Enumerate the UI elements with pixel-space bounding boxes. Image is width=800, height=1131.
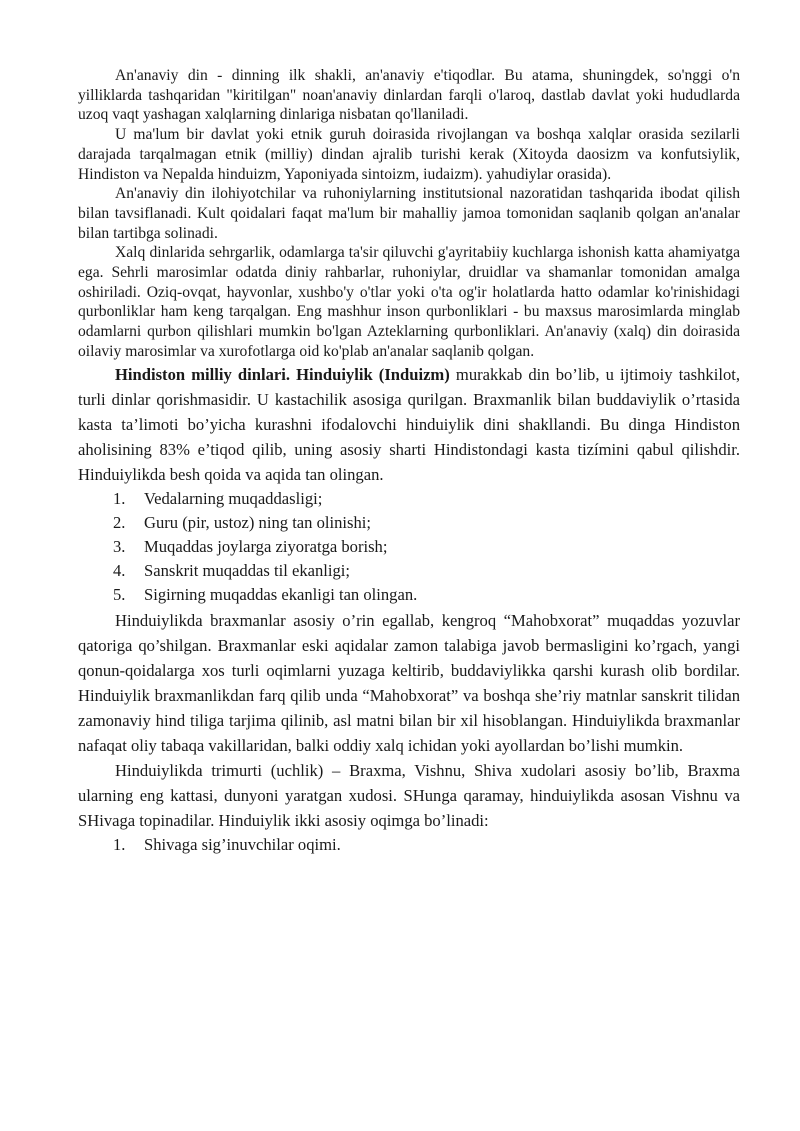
list-item	[78, 583, 740, 607]
list-text: Muqaddas joylarga ziyoratga borish;	[144, 536, 388, 556]
paragraph-worship-outside-institutions: An'anaviy din ilohiyotchilar va ruhoniylarning institutsional nazoratidan tashqarida ibodat qilish bilan tavsiflanadi. Kult qoidalari faqat ma'lum bir mahalliy jamoa tomonidan saqlanib qolgan an'analar bilan tartibga solinadi.	[78, 185, 740, 242]
paragraph-trimurti: Hinduiylikda trimurti (uchlik) – Braxma, Vishnu, Shiva xudolari asosiy bo’lib, Braxma ularning eng kattasi, dunyoni yaratgan xudosi. SHunga qaramay, hinduiylikda asosan Vishnu va SHivaga topinadilar. Hinduiylik ikki asosiy oqimga bo’linadi:	[78, 760, 740, 830]
list-item	[78, 559, 740, 583]
list-number: 3.	[113, 536, 126, 556]
hindu-currents-list	[78, 833, 740, 857]
document-page	[78, 66, 740, 857]
list-item	[78, 487, 740, 511]
list-item	[78, 535, 740, 559]
section-heading: Hindiston milliy dinlari. Hinduiylik (Induizm)	[115, 364, 450, 384]
list-item	[78, 511, 740, 535]
list-number: 2.	[113, 512, 126, 532]
list-text: Guru (pir, ustoz) ning tan olinishi;	[144, 512, 372, 532]
paragraph-traditional-religion: An'anaviy din - dinning ilk shakli, an'anaviy e'tiqodlar. Bu atama, shuningdek, so'nggi o'n yilliklarda tashqaridan "kiritilgan" noan'anaviy dinlardan farqli o'laroq, dastlab davlat yoki hududlarda uzoq vaqt yashagan xalqlarning dinlariga nisbatan qo'llaniladi.	[78, 67, 740, 124]
hinduism-intro-text: murakkab din bo’lib, u ijtimoiy tashkilot, turli dinlar qorishmasidir. U kastachilik asosiga qurilgan. Braxmanlik bilan buddaviylik o’rtasida kasta ta’limoti bo’yicha kurashni ifodalovchi hinduiylik dini shakllandi. Bu dinga Hindiston aholisining 83% e’tiqod qilib, uning asosiy sharti Hindistondagi kasta tizímini qabul qilishdir. Hinduiylikda besh qoida va aqida tan olingan.	[78, 364, 741, 484]
list-number: 5.	[113, 585, 126, 605]
list-number: 4.	[113, 561, 126, 581]
list-text: Sanskrit muqaddas til ekanligi;	[144, 561, 351, 581]
list-number: 1.	[113, 834, 126, 854]
list-item	[78, 833, 740, 857]
list-number: 1.	[113, 488, 126, 508]
paragraph-folk-magic: Xalq dinlarida sehrgarlik, odamlarga ta'sir qiluvchi g'ayritabiiy kuchlarga ishonish katta ahamiyatga ega. Sehrli marosimlar odatda diniy rahbarlar, ruhoniylar, druidlar va shamanlar tomonidan amalga oshiriladi. Oziq-ovqat, hayvonlar, xushbo'y o'tlar yoki o'ta og'ir holatlarda hatto odamlar ko'rinishidagi qurbonliklar ham keng tarqalgan. Eng mashhur inson qurbonliklari - bu maxsus marosimlarda minglab odamlarni qurbon qilishlari mumkin bo'lgan Azteklarning qurbonliklari. An'anaviy (xalq) din doirasida oilaviy marosimlar va xurofotlarga oid ko'plab an'analar saqlanib qolgan.	[78, 244, 740, 360]
paragraph-brahmins: Hinduiylikda braxmanlar asosiy o’rin egallab, kengroq “Mahobxorat” muqaddas yozuvlar qatoriga qo’shilgan. Braxmanlar eski aqidalar zamon talabiga javob bermasligini ko’rgach, yangi qonun-qoidalarga xos turli oqimlarni yuzaga keltirib, buddaviylikka qarshi kurash olib bordilar. Hinduiylik braxmanlikdan farq qilib unda “Mahobxorat” va boshqa she’riy matnlar sanskrit tilidan zamonaviy hind tiliga tarjima qilinib, asl matni bilan bir xil hisoblangan. Hinduiylikda braxmanlar nafaqat oliy tabaqa vakillaridan, balki oddiy xalq ichidan yoki ayollardan bo’lishi mumkin.	[78, 610, 740, 755]
list-text: Vedalarning muqaddasligi;	[144, 488, 323, 508]
list-text: Sigirning muqaddas ekanligi tan olingan.	[144, 585, 418, 605]
paragraph-ethnic-religion: U ma'lum bir davlat yoki etnik guruh doirasida rivojlangan va boshqa xalqlar orasida sezilarli darajada tarqalmagan etnik (milliy) dindan ajralib turishi kerak (Xitoyda daosizm va konfutsiylik, Hindiston va Nepalda hinduizm, Yaponiyada sintoizm, iudaizm). yahudiylar orasida).	[78, 126, 740, 183]
list-text: Shivaga sig’inuvchilar oqimi.	[144, 834, 341, 854]
paragraph-hinduism-intro	[78, 362, 740, 487]
hindu-rules-list	[78, 487, 740, 608]
